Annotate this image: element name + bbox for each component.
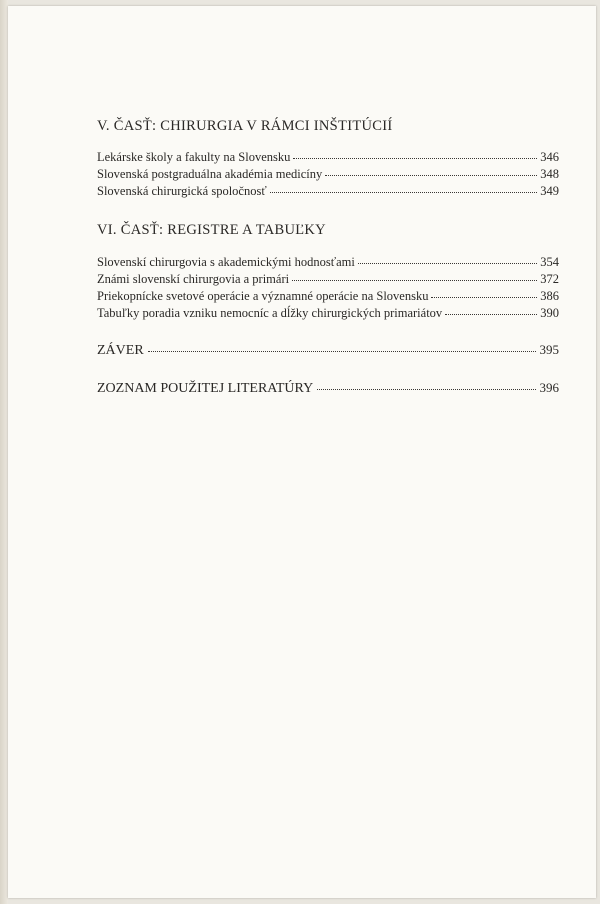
dot-leader: [317, 389, 535, 390]
entry-page-number: 349: [540, 184, 559, 198]
dot-leader: [358, 263, 537, 264]
entry-label: Lekárske školy a fakulty na Slovensku: [97, 150, 291, 164]
toc-entry[interactable]: [97, 166, 559, 183]
dot-leader: [270, 192, 538, 193]
dot-leader: [445, 314, 537, 315]
entry-label: Priekopnícke svetové operácie a významné operácie na Slovensku: [97, 289, 429, 303]
section-title: VI. ČASŤ: REGISTRE A TABUĽKY: [97, 222, 326, 238]
toc-entry-closing[interactable]: [97, 342, 559, 359]
entry-label: Slovenskí chirurgovia s akademickými hodnosťami: [97, 255, 355, 269]
entry-page-number: 396: [539, 380, 559, 395]
entry-page-number: 348: [540, 167, 559, 181]
entry-label: Slovenská postgraduálna akadémia medicíny: [97, 167, 323, 181]
section-entries: [97, 254, 559, 322]
section-title: V. ČASŤ: CHIRURGIA V RÁMCI INŠTITÚCIÍ: [97, 118, 393, 134]
toc-section-6: [97, 222, 559, 322]
toc-entry[interactable]: [97, 271, 559, 288]
entry-label: ZÁVER: [97, 343, 144, 358]
entry-page-number: 395: [539, 342, 559, 357]
entry-label: Známi slovenskí chirurgovia a primári: [97, 272, 290, 286]
section-entries: [97, 149, 559, 200]
dot-leader: [148, 351, 536, 352]
entry-label: Slovenská chirurgická spoločnosť: [97, 184, 267, 198]
dot-leader: [325, 175, 537, 176]
dot-leader: [293, 158, 537, 159]
toc-entry[interactable]: [97, 149, 559, 166]
toc-closing: [97, 342, 559, 359]
toc-entry[interactable]: [97, 288, 559, 305]
entry-label: Tabuľky poradia vzniku nemocníc a dĺžky chirurgických primariátov: [97, 306, 443, 320]
page-edge: [0, 0, 8, 904]
toc-bibliography: [97, 380, 559, 397]
entry-page-number: 346: [540, 150, 559, 164]
toc-entry-bibliography[interactable]: [97, 380, 559, 397]
dot-leader: [431, 297, 537, 298]
document-page: [8, 6, 596, 898]
toc-entry[interactable]: [97, 305, 559, 322]
dot-leader: [292, 280, 537, 281]
toc-entry[interactable]: [97, 254, 559, 271]
toc-entry[interactable]: [97, 183, 559, 200]
toc-section-5: [97, 118, 559, 200]
entry-page-number: 390: [540, 306, 559, 320]
entry-label: ZOZNAM POUŽITEJ LITERATÚRY: [97, 381, 314, 396]
entry-page-number: 386: [540, 289, 559, 303]
entry-page-number: 372: [540, 272, 559, 286]
entry-page-number: 354: [540, 255, 559, 269]
